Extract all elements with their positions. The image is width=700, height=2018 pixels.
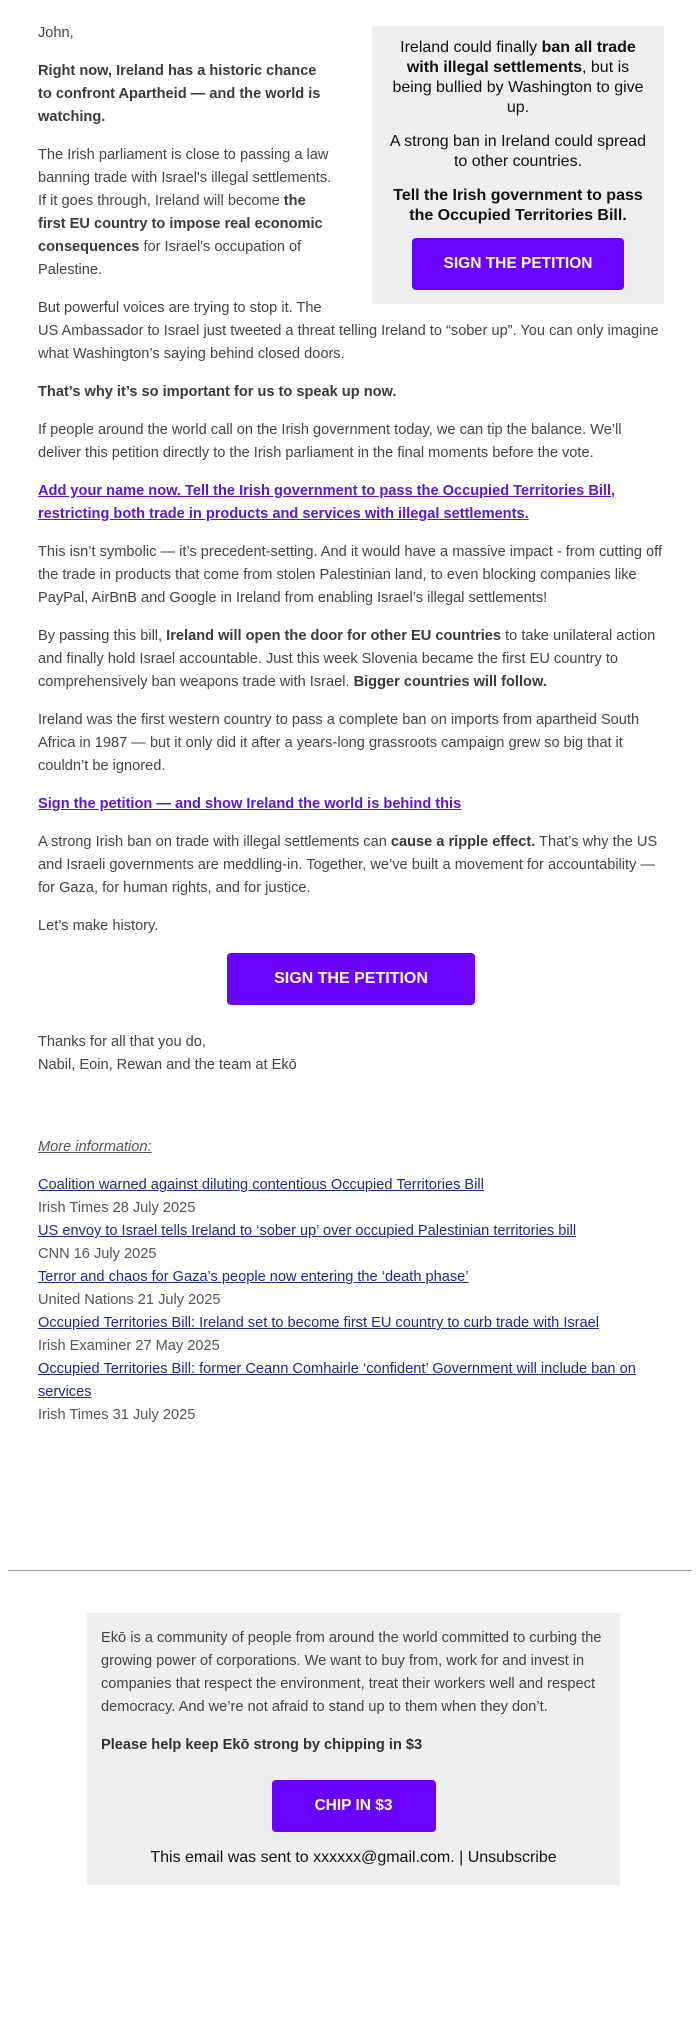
reference-link[interactable]: Occupied Territories Bill: Ireland set to become first EU country to curb trade with Israel — [38, 1315, 600, 1331]
chip-in-button[interactable]: CHIP IN $3 — [272, 1780, 436, 1832]
sidebox-sign-petition-button[interactable]: SIGN THE PETITION — [412, 238, 624, 290]
sidebox-line3: Tell the Irish government to pass the Occupied Territories Bill. — [393, 187, 643, 224]
footer-about: Ekō is a community of people from around the world committed to curbing the growing power of corporations. We want to buy from, work for and invest in companies that respect the environment, treat their workers well and respect democracy. And we’re not afraid to stand up to them when they don’t. — [101, 1630, 602, 1715]
references-list — [38, 1174, 664, 1427]
paragraph-ripple: A strong Irish ban on trade with illegal settlements can cause a ripple effect. That’s why the US and Israeli governments are meddling-in. Together, we’ve built a movement for accountability — for Gaza, for human rights, and for justice. — [38, 834, 658, 896]
signoff-names: Nabil, Eoin, Rewan and the team at Ekō — [38, 1057, 297, 1073]
reference-link[interactable]: Coalition warned against diluting contentious Occupied Territories Bill — [38, 1177, 484, 1193]
chip-button-row — [101, 1772, 606, 1832]
reference-item — [38, 1266, 664, 1312]
paragraph-history: Let’s make history. — [38, 918, 159, 934]
reference-source: Irish Examiner 27 May 2025 — [38, 1338, 220, 1354]
footer-divider — [8, 1570, 692, 1571]
reference-item — [38, 1358, 664, 1427]
paragraph-tip-balance: If people around the world call on the Irish government today, we can tip the balance. We’ll deliver this petition directly to the Irish parliament in the final moments before the vote. — [38, 422, 622, 461]
add-name-link[interactable]: Add your name now. Tell the Irish government to pass the Occupied Territories Bill, restricting both trade in products and services with illegal settlements. — [38, 483, 616, 522]
signoff-thanks: Thanks for all that you do, — [38, 1034, 206, 1050]
paragraph-south-africa: Ireland was the first western country to pass a complete ban on imports from apartheid South Africa in 1987 — but it only did it after a years-long grassroots campaign grew so big that it couldn’t be ignored. — [38, 712, 640, 774]
reference-item — [38, 1312, 664, 1358]
reference-source: CNN 16 July 2025 — [38, 1246, 157, 1262]
sidebox-line1-bold: ban all trade with illegal settlements — [406, 39, 636, 76]
reference-link[interactable]: US envoy to Israel tells Ireland to ‘sober up’ over occupied Palestinian territories bill — [38, 1223, 577, 1239]
email-body — [38, 22, 664, 1427]
petition-sidebox — [372, 26, 664, 304]
footer-ask: Please help keep Ekō strong by chipping in $3 — [101, 1737, 423, 1753]
paragraph-law: The Irish parliament is close to passing a law banning trade with Israel's illegal settlements. If it goes through, Ireland will become the first EU country to impose real economic consequences for Israel's occupation of Palestine. — [38, 147, 332, 278]
reference-source: United Nations 21 July 2025 — [38, 1292, 221, 1308]
paragraph-precedent: This isn’t symbolic — it’s precedent-setting. And it would have a massive impact - from cutting off the trade in products that come from stolen Palestinian land, to even blocking companies like PayPal, AirBnB and Google in Ireland from enabling Israel’s illegal settlements! — [38, 544, 663, 606]
sidebox-line1: Ireland could finally ban all trade with illegal settlements, but is being bullied by Washington to give up. — [392, 39, 644, 116]
reference-source: Irish Times 28 July 2025 — [38, 1200, 196, 1216]
sign-petition-paragraph — [38, 793, 664, 816]
main-button-row — [38, 953, 664, 1005]
reference-link[interactable]: Terror and chaos for Gaza’s people now entering the ‘death phase’ — [38, 1269, 469, 1285]
paragraph-eu-door: By passing this bill, Ireland will open the door for other EU countries to take unilateral action and finally hold Israel accountable. Just this week Slovenia became the first EU country to comprehensively ban weapons trade with Israel. Bigger countries will follow. — [38, 628, 656, 690]
intro-paragraph: Right now, Ireland has a historic chance to confront Apartheid — and the world is watching. — [38, 63, 321, 125]
reference-link[interactable]: Occupied Territories Bill: former Ceann Comhairle ‘confident’ Government will include ban on services — [38, 1361, 636, 1400]
more-information-label: More information: — [38, 1139, 152, 1155]
add-name-paragraph — [38, 480, 664, 526]
sign-petition-button[interactable]: SIGN THE PETITION — [227, 953, 475, 1005]
footer-sent-to: This email was sent to xxxxxx@gmail.com. | Unsubscribe — [150, 1849, 557, 1866]
unsubscribe-link[interactable]: Unsubscribe — [467, 1849, 557, 1866]
reference-source: Irish Times 31 July 2025 — [38, 1407, 196, 1423]
footer-box — [87, 1613, 620, 1885]
reference-item — [38, 1174, 664, 1220]
sidebox-line2: A strong ban in Ireland could spread to other countries. — [389, 133, 647, 170]
sign-petition-link[interactable]: Sign the petition — and show Ireland the world is behind this — [38, 796, 462, 812]
reference-item — [38, 1220, 664, 1266]
signoff — [38, 1031, 664, 1077]
paragraph-powerful-voices: But powerful voices are trying to stop it. The US Ambassador to Israel just tweeted a threat telling Ireland to “sober up”. You can only imagine what Washington’s saying behind closed doors. — [38, 300, 659, 362]
greeting: John, — [38, 25, 74, 41]
paragraph-speak-up: That’s why it’s so important for us to speak up now. — [38, 384, 397, 400]
